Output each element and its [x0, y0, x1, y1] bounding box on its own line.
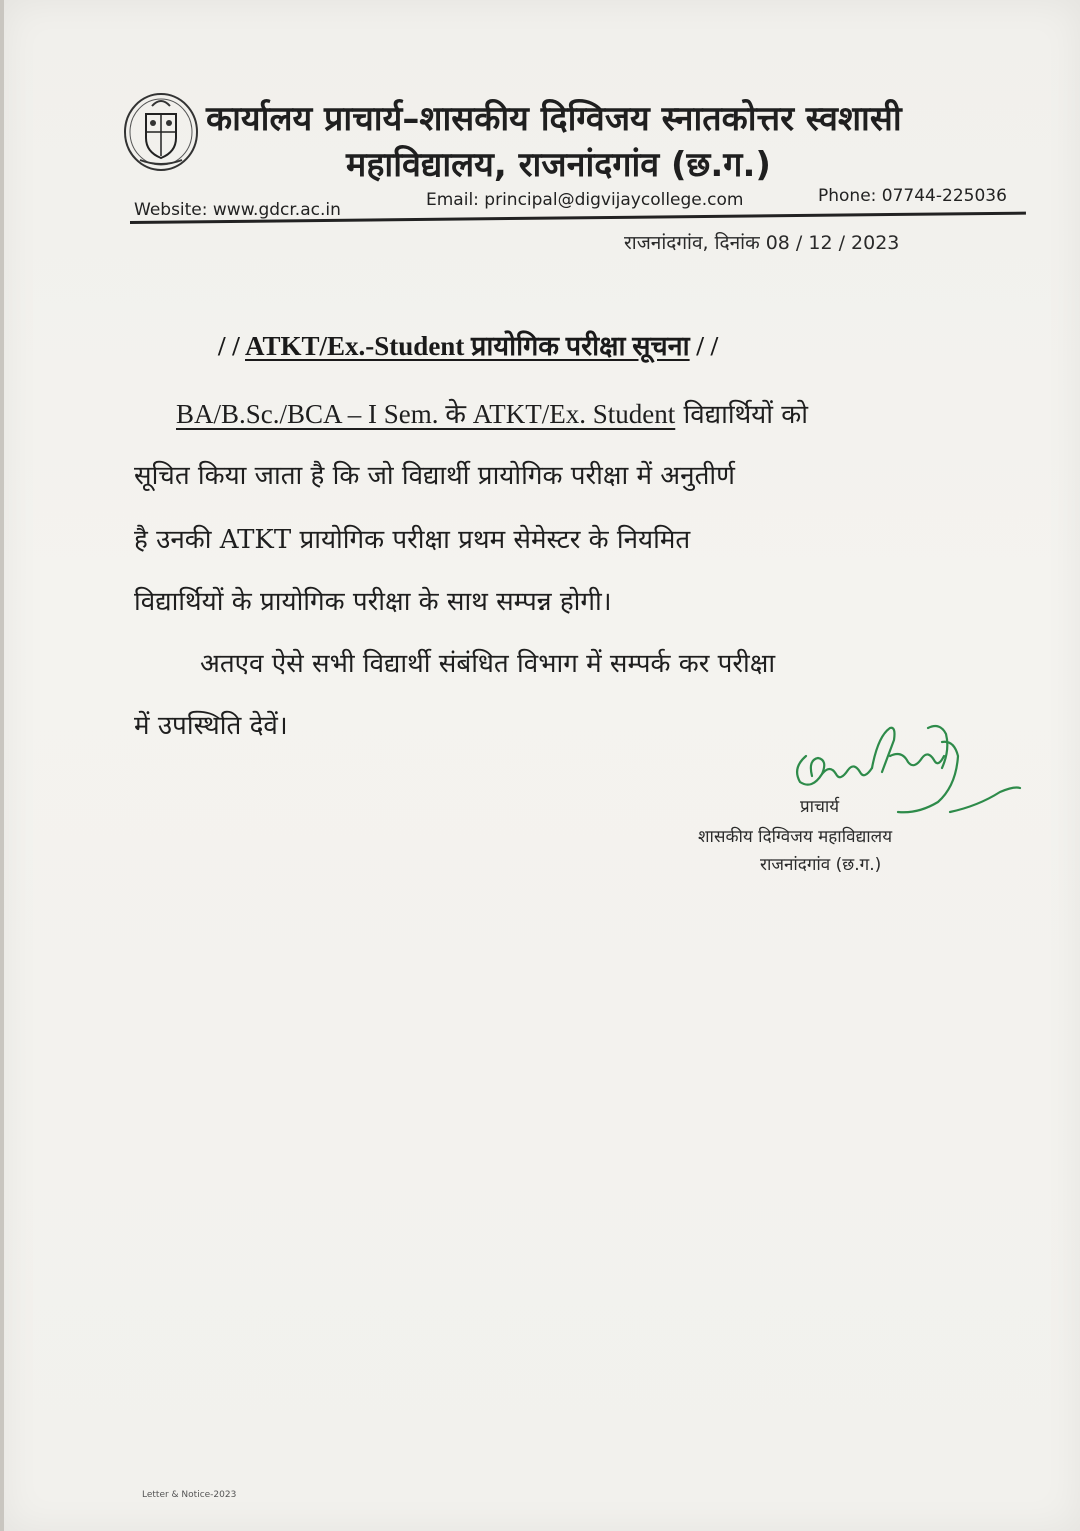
letterhead-title-line1: कार्यालय प्राचार्य–शासकीय दिग्विजय स्नातकोत्तर स्वशासी [206, 99, 902, 139]
signatory-designation: प्राचार्य [800, 797, 840, 817]
signatory-institution: शासकीय दिग्विजय महाविद्यालय [698, 827, 893, 847]
title-suffix: / / [696, 331, 719, 361]
phone-text: Phone: 07744-225036 [818, 186, 1007, 206]
body-line-1-rest: विद्यार्थियों को [675, 400, 808, 430]
email-text: Email: principal@digvijaycollege.com [426, 190, 744, 210]
body-line-1 [176, 394, 808, 431]
body-line-4: विद्यार्थियों के प्रायोगिक परीक्षा के साथ सम्पन्न होगी। [134, 587, 612, 617]
website-text: Website: www.gdcr.ac.in [134, 200, 341, 220]
body-line-5: अतएव ऐसे सभी विद्यार्थी संबंधित विभाग में सम्पर्क कर परीक्षा [200, 649, 776, 679]
title-prefix: / / [218, 331, 246, 361]
body-course-text: BA/B.Sc./BCA – I Sem. के ATKT/Ex. Student [176, 399, 676, 429]
signatory-place: राजनांदगांव (छ.ग.) [760, 855, 882, 875]
title-main: ATKT/Ex.-Student प्रायोगिक परीक्षा सूचना [245, 331, 690, 361]
body-line-3: है उनकी ATKT प्रायोगिक परीक्षा प्रथम सेमेस्टर के नियमित [134, 525, 691, 555]
body-line-2: सूचित किया जाता है कि जो विद्यार्थी प्रायोगिक परीक्षा में अनुतीर्ण [134, 461, 735, 491]
notice-title [218, 326, 718, 363]
footer-reference: Letter & Notice-2023 [142, 1490, 237, 1500]
body-line-6: में उपस्थिति देवें। [134, 711, 288, 741]
date-line: राजनांदगांव, दिनांक 08 / 12 / 2023 [624, 232, 900, 254]
letterhead-title-line2: महाविद्यालय, राजनांदगांव (छ.ग.) [346, 145, 771, 185]
college-crest-icon [122, 88, 200, 174]
